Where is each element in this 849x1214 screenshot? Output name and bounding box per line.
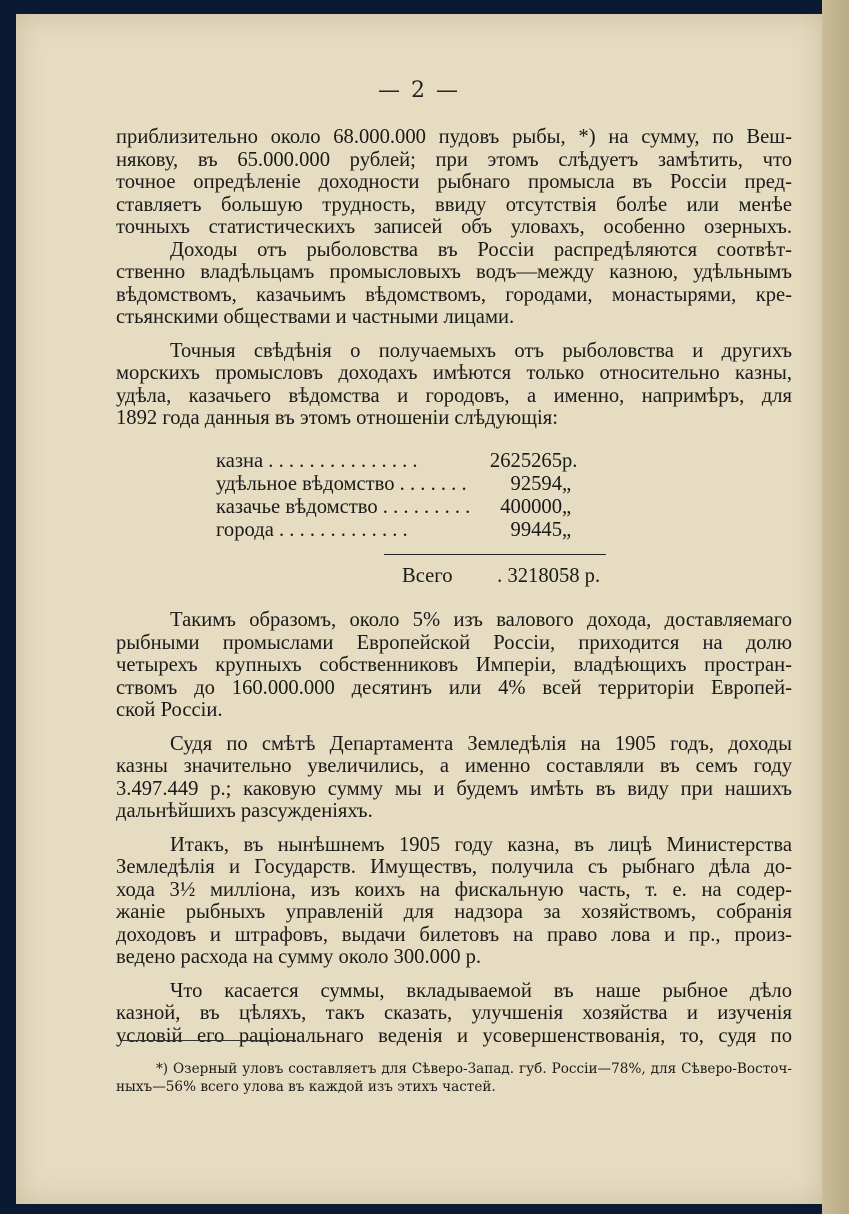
text-line: 3.497.449 р.; каковую сумму мы и будемъ имѣть въ виду при нашихъ (116, 777, 792, 800)
row-unit: „ (562, 472, 572, 495)
text-line: ской Россіи. (116, 699, 223, 721)
text-line: Земледѣлія и Государств. Имуществъ, получила съ рыбнаго дѣла до- (116, 856, 792, 878)
text-line: четырехъ крупныхъ собственниковъ Имперіи, владѣющихъ простран- (116, 654, 792, 676)
row-value: 2625265 (489, 449, 562, 472)
row-unit: р. (562, 449, 578, 472)
text-line: ставляетъ большую трудность, ввиду отсутствія болѣе или менѣе (116, 193, 792, 216)
paragraph-4 (116, 609, 792, 722)
income-table (216, 450, 586, 542)
row-unit: „ (562, 495, 572, 518)
page-number: — 2 — (378, 78, 460, 103)
text-line: казны значительно увеличились, а именно составляли въ семъ году (116, 755, 792, 777)
text-line: условій его раціональнаго веденія и усовершенствованія, то, судя по (116, 1024, 792, 1047)
paragraph-7 (116, 980, 792, 1048)
text-line: рыбными промыслами Европейской Россіи, приходится на долю (116, 631, 792, 654)
total-label: Всего (402, 564, 453, 587)
text-line: Доходы отъ рыболовства въ Россіи распредѣляются соотвѣт- (170, 238, 792, 261)
row-label: удѣльное вѣдомство . . . . . . . (216, 472, 467, 495)
text-line: ствомъ до 160.000.000 десятинъ или 4% всей территоріи Европей- (116, 676, 792, 699)
text-line: Итакъ, въ нынѣшнемъ 1905 году казна, въ лицѣ Министерства (170, 833, 792, 856)
text-line: вѣдомствомъ, казачьимъ вѣдомствомъ, городами, монастырями, кре- (116, 283, 792, 306)
text-line: дальнѣйшихъ разсужденіяхъ. (116, 800, 373, 822)
row-label: казачье вѣдомство . . . . . . . . . (216, 495, 471, 518)
total-divider (384, 554, 606, 555)
text-line: точное опредѣленіе доходности рыбнаго промысла въ Россіи пред- (116, 171, 792, 193)
text-line: някову, въ 65.000.000 рублей; при этомъ слѣдуетъ замѣтить, что (116, 148, 792, 171)
text-line: Такимъ образомъ, около 5% изъ валового дохода, доставляемаго (170, 609, 792, 631)
table-row (216, 450, 586, 473)
paragraph-3 (116, 340, 792, 430)
text-line: стьянскими обществами и частными лицами. (116, 306, 515, 328)
row-unit: „ (562, 518, 572, 541)
text-line: ственно владѣльцамъ промысловыхъ водъ—между казною, удѣльнымъ (116, 261, 792, 283)
footnote-line: *) Озерный уловъ составляетъ для Сѣверо-Запад. губ. Россіи—78%, для Сѣверо-Восточ- (156, 1061, 792, 1077)
text-line: доходовъ и штрафовъ, выдачи билетовъ на право лова и пр., произ- (116, 923, 792, 946)
row-label: города . . . . . . . . . . . . . (216, 518, 408, 541)
row-value: 92594 (510, 472, 562, 495)
paragraph-2 (116, 239, 792, 329)
row-value: 400000 (500, 495, 562, 518)
document-page (16, 14, 822, 1204)
row-value: 99445 (510, 518, 562, 541)
text-line: казной, въ цѣляхъ, такъ сказать, улучшенія хозяйства и изученія (116, 1002, 792, 1024)
table-row (216, 496, 586, 519)
text-line: приблизительно около 68.000.000 пудовъ рыбы, *) на сумму, по Веш- (116, 126, 792, 148)
body-text (116, 126, 792, 1047)
text-line: Точныя свѣдѣнія о получаемыхъ отъ рыболовства и другихъ (170, 339, 792, 362)
text-line: хода 3½ милліона, изъ коихъ на фискальную часть, т. е. на содер- (116, 878, 792, 901)
text-line: жаніе рыбныхъ управленій для надзора за хозяйствомъ, собранія (116, 901, 792, 923)
text-line: удѣла, казачьего вѣдомства и городовъ, а именно, напримѣръ, для (116, 384, 792, 407)
footnote (116, 1060, 792, 1096)
total-value: . 3218058 р. (497, 564, 601, 587)
footnote-line: ныхъ—56% всего улова въ каждой изъ этихъ частей. (116, 1079, 496, 1095)
table-row (216, 519, 586, 542)
text-line: точныхъ статистическихъ записей объ уловахъ, особенно озерныхъ. (116, 216, 792, 238)
page-edge (822, 0, 849, 1214)
footnote-divider (120, 1040, 296, 1041)
text-line: 1892 года данныя въ этомъ отношеніи слѣдующія: (116, 407, 558, 429)
text-line: морскихъ промысловъ доходахъ имѣются только относительно казны, (116, 362, 792, 384)
paragraph-6 (116, 834, 792, 969)
text-line: Судя по смѣтѣ Департамента Земледѣлія на 1905 годъ, доходы (170, 732, 792, 755)
table-total (402, 565, 792, 588)
text-line: Что касается суммы, вкладываемой въ наше рыбное дѣло (170, 979, 792, 1002)
table-row (216, 473, 586, 496)
row-label: казна . . . . . . . . . . . . . . . (216, 449, 418, 472)
text-line: ведено расхода на сумму около 300.000 р. (116, 946, 482, 968)
paragraph-1 (116, 126, 792, 239)
paragraph-5 (116, 733, 792, 823)
